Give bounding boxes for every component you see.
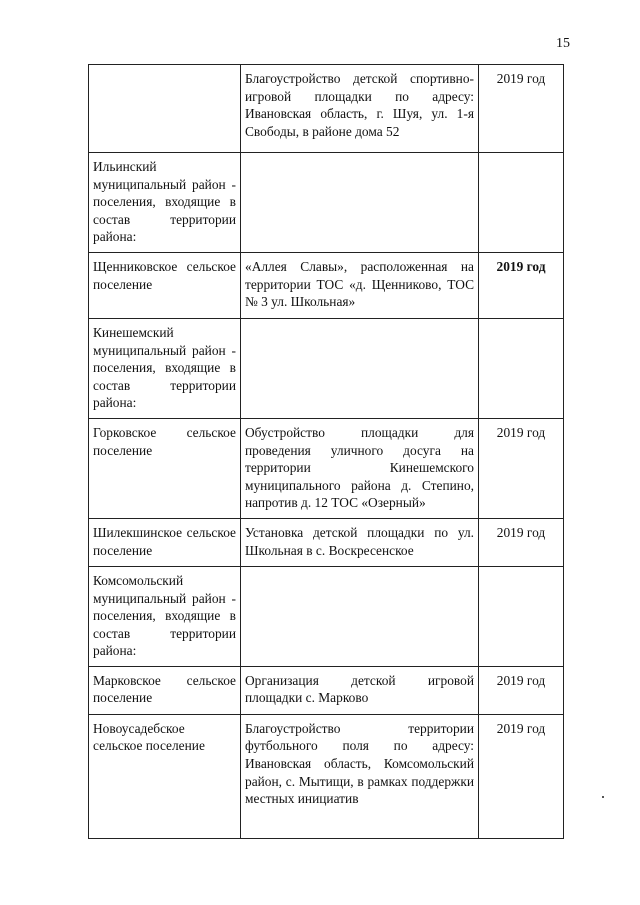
table-row [89,518,564,566]
table-row [89,714,564,838]
project-cell [241,566,479,666]
year-cell [479,153,564,253]
district-cell: Шилекшинское сельское поселение [89,518,241,566]
district-cell: Щенниковское сельское поселение [89,252,241,318]
page-number: 15 [556,36,570,51]
district-cell: Кинешемский муниципальный район - поселения, входящие в состав территории района: [89,318,241,418]
table-row [89,666,564,714]
table-row [89,153,564,253]
district-cell: Ильинский муниципальный район - поселения, входящие в состав территории района: [89,153,241,253]
document-table [88,64,564,839]
year-cell: 2019 год [479,714,564,838]
district-cell: Горковское сельское поселение [89,418,241,518]
project-cell: Организация детской игровой площадки с. Марково [241,666,479,714]
project-cell [241,153,479,253]
project-cell: Благоустройство территории футбольного поля по адресу: Ивановская область, Комсомольский район, с. Мытищи, в рамках поддержки местных инициатив [241,714,479,838]
district-cell: Комсомольский муниципальный район - поселения, входящие в состав территории района: [89,566,241,666]
year-cell: 2019 год [479,65,564,153]
year-cell: 2019 год [479,252,564,318]
year-cell [479,318,564,418]
project-cell: «Аллея Славы», расположенная на территории ТОС «д. Щенниково, ТОС № 3 ул. Школьная» [241,252,479,318]
project-cell [241,318,479,418]
project-cell: Благоустройство детской спортивно-игровой площадки по адресу: Ивановская область, г. Шуя, ул. 1-я Свободы, в районе дома 52 [241,65,479,153]
project-cell: Обустройство площадки для проведения уличного досуга на территории Кинешемского муниципального района д. Степино, напротив д. 12 ТОС «Озерный» [241,418,479,518]
year-cell: 2019 год [479,418,564,518]
scan-speck [602,796,604,798]
table-row [89,252,564,318]
district-cell: Марковское сельское поселение [89,666,241,714]
table-row [89,65,564,153]
table-row [89,566,564,666]
district-cell: Новоусадебское сельское поселение [89,714,241,838]
table-row [89,318,564,418]
year-cell [479,566,564,666]
project-cell: Установка детской площадки по ул. Школьная в с. Воскресенское [241,518,479,566]
year-cell: 2019 год [479,666,564,714]
district-cell [89,65,241,153]
year-cell: 2019 год [479,518,564,566]
table-row [89,418,564,518]
